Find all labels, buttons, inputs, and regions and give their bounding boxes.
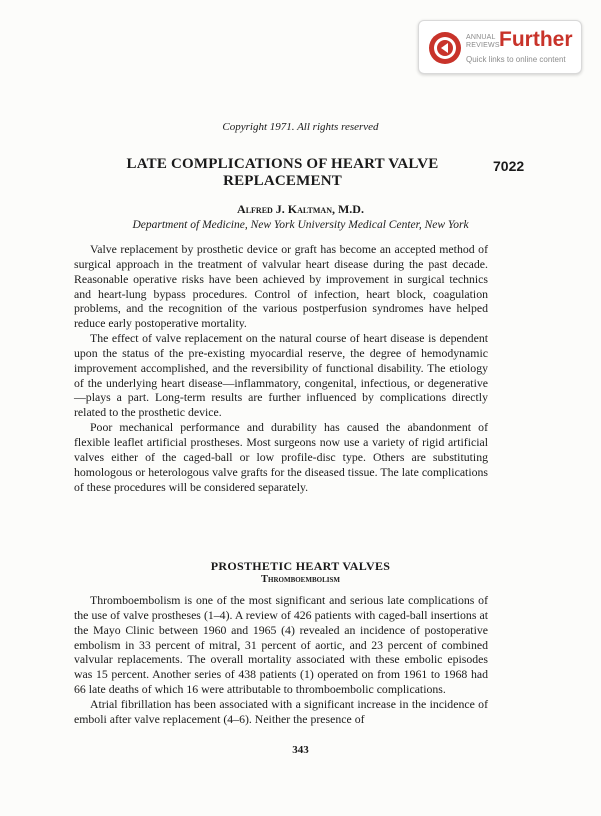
widget-title[interactable]: Further [499,28,573,51]
widget-brand-line2: REVIEWS [466,41,500,49]
further-links-widget[interactable] [418,20,582,74]
section-subheading: Thromboembolism [261,574,340,585]
intro-paragraph-3: Poor mechanical performance and durability has caused the abandonment of flexible leaflet artificial prostheses. Most surgeons now use a variety of rigid artificial valves either of the caged-ball or low profile-disc type. Others are substituting homologous or heterologous valve grafts for the diseased tissue. The late complications of these procedures will be considered separately. [74,420,488,494]
intro-paragraph-2: The effect of valve replacement on the natural course of heart disease is dependent upon the status of the pre-existing myocardial reserve, the degree of hemodynamic improvement accomplished, and the reversibility of functional disability. The etiology of the underlying heart disease—inflammatory, congenital, infectious, or degenerative—plays a part. Long-term results are further influenced by complications directly related to the prosthetic device. [74,331,488,420]
section-heading: PROSTHETIC HEART VALVES [210,559,391,573]
article-title-line2: REPLACEMENT [223,173,342,189]
section-paragraph-1: Thromboembolism is one of the most significant and serious late complications of the use of valve prostheses (1–4). A review of 426 patients with caged-ball insertions at the Mayo Clinic between 1960 and 1965 (4) revealed an incidence of postoperative embolism in 33 percent of mitral, 31 percent of aortic, and 23 percent of combined valvular replacements. The overall mortality associated with these embolic episodes was 15 percent. Another series of 438 patients (1) operated on from 1961 to 1968 had 66 late deaths of which 16 were attributable to thromboembolic complications. [74,593,488,697]
intro-paragraph-1: Valve replacement by prosthetic device or graft has become an accepted method of surgical approach in the treatment of valvular heart disease during the past decade. Reasonable operative risks have been achieved by improvement in surgical technics and heart-lung bypass procedures. Control of infection, heart block, coagulation problems, and the recognition of the various postperfusion syndromes have helped reduce early postoperative mortality. [74,242,488,331]
copyright-notice: Copyright 1971. All rights reserved [222,121,379,133]
author-affiliation: Department of Medicine, New York University Medical Center, New York [132,219,469,231]
annual-reviews-logo-icon [428,31,462,65]
page-number: 343 [292,744,309,756]
article-number: 7022 [493,158,525,174]
author-name: Alfred J. Kaltman, M.D. [237,202,364,216]
widget-brand-line1: ANNUAL [466,34,496,41]
section-body [74,593,488,727]
article-title-line1: LATE COMPLICATIONS OF HEART VALVE [126,156,439,172]
widget-brand [466,34,500,49]
section-paragraph-2: Atrial fibrillation has been associated with a significant increase in the incidence of emboli after valve replacement (4–6). Neither the presence of [74,696,488,726]
widget-subtitle[interactable]: Quick links to online content [466,55,566,64]
article-title [60,156,505,190]
intro-body [74,242,488,494]
